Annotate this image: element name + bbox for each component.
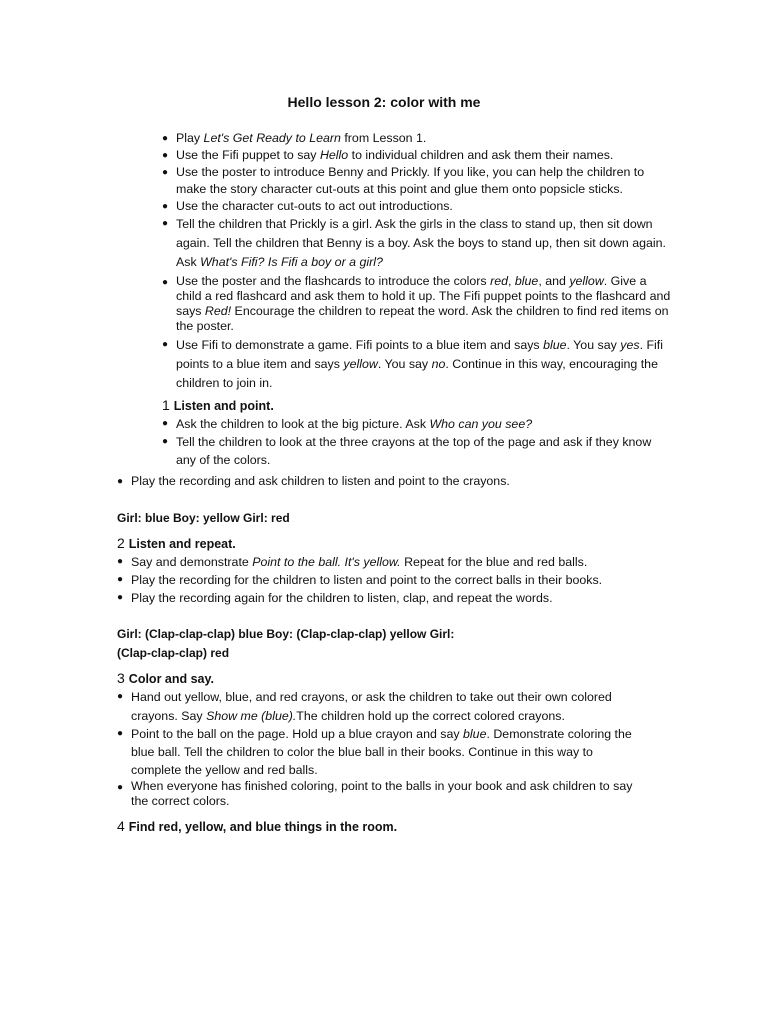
list-item: ● Use the poster and the flashcards to introduce the colors red, blue, and yellow. Give a child a red flashcard and ask them to hold it up. The Fifi puppet points to the flashcard and says Red! Encourage the children to repeat the word. Ask the children to find red items on the poster. bbox=[162, 274, 674, 334]
list-item: ● Use Fifi to demonstrate a game. Fifi points to a blue item and says blue. You say yes. Fifi points to a blue item and says yellow. You say no. Continue in this way, encouraging the children to join in. bbox=[162, 336, 674, 393]
section-1-outer-list bbox=[117, 473, 677, 490]
list-item: ● Tell the children to look at the three crayons at the top of the page and ask if they know any of the colors. bbox=[162, 433, 674, 469]
section-3-heading: 3 Color and say. bbox=[117, 670, 215, 686]
section-1-list bbox=[162, 415, 674, 469]
list-item: ● Play the recording for the children to listen and point to the correct balls in their books. bbox=[117, 571, 677, 589]
list-item: ● Play Let's Get Ready to Learn from Lesson 1. bbox=[162, 130, 674, 147]
list-item: ● When everyone has finished coloring, point to the balls in your book and ask children to say the correct colors. bbox=[117, 779, 637, 809]
section-2-list bbox=[117, 553, 677, 607]
list-item: ● Point to the ball on the page. Hold up a blue crayon and say blue. Demonstrate coloring the blue ball. Tell the children to color the blue ball in their books. Continue in this way to complete the yellow and red balls. bbox=[117, 725, 637, 779]
list-item: ● Use the Fifi puppet to say Hello to individual children and ask them their names. bbox=[162, 147, 674, 164]
recording-script-2-line-1: Girl: (Clap-clap-clap) blue Boy: (Clap-clap-clap) yellow Girl: bbox=[117, 627, 455, 641]
recording-script-2-line-2: (Clap-clap-clap) red bbox=[117, 646, 230, 660]
section-2-heading: 2 Listen and repeat. bbox=[117, 535, 236, 551]
list-item: ● Use the poster to introduce Benny and Prickly. If you like, you can help the children to make the story character cut-outs at this point and glue them onto popsicle sticks. bbox=[162, 164, 674, 198]
intro-list bbox=[162, 130, 674, 393]
list-item: ● Play the recording again for the children to listen, clap, and repeat the words. bbox=[117, 589, 677, 607]
section-4-heading: 4 Find red, yellow, and blue things in the room. bbox=[117, 818, 398, 834]
recording-script-1: Girl: blue Boy: yellow Girl: red bbox=[117, 511, 290, 525]
section-1-heading: 1 Listen and point. bbox=[162, 397, 274, 413]
list-item: ● Say and demonstrate Point to the ball. It's yellow. Repeat for the blue and red balls. bbox=[117, 553, 677, 571]
list-item: ● Tell the children that Prickly is a girl. Ask the girls in the class to stand up, then sit down again. Tell the children that Benny is a boy. Ask the boys to stand up, then sit down again. Ask What's Fifi? Is Fifi a boy or a girl? bbox=[162, 215, 674, 272]
list-item: ● Play the recording and ask children to listen and point to the crayons. bbox=[117, 473, 677, 490]
page-title: Hello lesson 2: color with me bbox=[287, 94, 481, 110]
list-item: ● Hand out yellow, blue, and red crayons, or ask the children to take out their own colored crayons. Say Show me (blue).The children hold up the correct colored crayons. bbox=[117, 688, 637, 725]
section-3-list bbox=[117, 688, 637, 809]
list-item: ● Ask the children to look at the big picture. Ask Who can you see? bbox=[162, 415, 674, 433]
list-item: ● Use the character cut-outs to act out introductions. bbox=[162, 198, 674, 215]
